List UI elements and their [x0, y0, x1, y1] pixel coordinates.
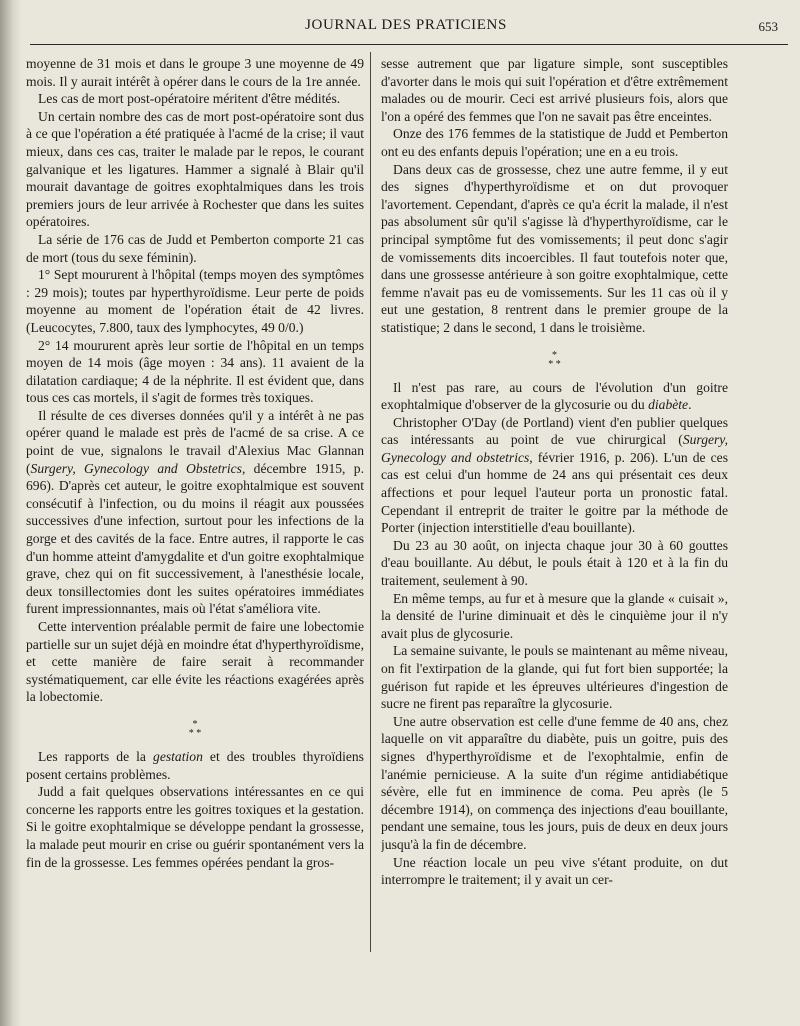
separator-star: * *: [548, 358, 561, 370]
paragraph: Une autre observation est celle d'une femme de 40 ans, chez laquelle on vit apparaître du diabète, puis un goitre, puis des signes d'hyperthyroïdisme et de l'exophtalmie, enfin de l'anémie pernicieuse. A la suite d'un régime antidiabétique sévère, elle fut en imminence de coma. Peu après (le 5 décembre 1914), on commença des injections d'eau bouillante, pendant une semaine, tous les jours, puis de deux en deux jours jusqu'à la fin de décembre.: [381, 713, 728, 852]
paragraph: 2° 14 moururent après leur sortie de l'hôpital en un temps moyen de 14 mois (âge moyen : 34 ans). 11 avaient de la dilatation cardiaque; 4 de la néphrite. Il est évident que, dans tous ces cas mortels, il s'agit de formes très toxiques.: [26, 337, 364, 406]
section-separator: [26, 720, 364, 738]
page-number: 653: [758, 19, 778, 34]
paragraph: 1° Sept moururent à l'hôpital (temps moyen des symptômes : 29 mois); toutes par hyperthyroïdisme. Leur perte de poids moyenne au moment de l'opération était de 42 livres. (Leucocytes, 7.800, taux des lymphocytes, 49 0/0.): [26, 267, 364, 335]
text-run: et des troubles thyroïdiens posent certains problèmes.: [26, 748, 364, 782]
separator-star: * *: [188, 727, 202, 739]
page-binding-edge: [0, 0, 22, 1026]
left-column: [26, 55, 364, 955]
paragraph: [26, 407, 364, 618]
paragraph: Un certain nombre des cas de mort post-opératoire sont dus à ce que l'opération a été pratiquée à l'acmé de la crise; il vaut mieux, dans ces cas, traiter le malade par le repos, le courant galvanique et les ligatures. Hammer a signalé à Blair qu'il mourait davantage de goitres exophtalmiques dans les trois premiers jours de leur arrivée à Rochester que dans les suites opératoires.: [26, 108, 364, 230]
paragraph: [381, 379, 728, 414]
paragraph: sesse autrement que par ligature simple, sont susceptibles d'avorter dans le mois qui suit l'opération et d'être extrêmement malades ou de mourir. Ceci est arrivé plusieurs fois, alors que l'on a opéré des femmes que l'on ne savait pas être enceintes.: [381, 56, 728, 124]
paragraph: En même temps, au fur et à mesure que la glande « cuisait », la densité de l'urine diminuait et dès le cinquième jour il n'y avait plus de glycosurie.: [381, 590, 728, 641]
paragraph: La série de 176 cas de Judd et Pemberton comporte 21 cas de mort (tous du sexe féminin).: [26, 231, 364, 265]
separator-star: *: [192, 718, 198, 730]
paragraph: [381, 414, 728, 537]
header-rule: [30, 44, 788, 45]
paragraph: Cette intervention préalable permit de faire une lobectomie partielle sur un sujet déjà en moindre état d'hyperthyroïdisme, et cette manière de faire serait à recommander systématiquement, car elle évite les réactions exagérées après la lobectomie.: [26, 619, 364, 705]
right-column: [381, 55, 728, 955]
emphasis: gestation: [153, 748, 203, 764]
paragraph: [26, 748, 364, 783]
text-run: Les rapports de la: [38, 748, 154, 764]
column-divider: [370, 52, 371, 952]
running-header: [30, 14, 782, 42]
emphasis: diabète: [648, 397, 689, 413]
text-run: , décembre 1915, p. 696). D'après cet auteur, le goitre exophtalmique est souvent consécutif à l'infection, ou du moins il réagit aux poussées successives d'une infection, surtout pour les infections de la gorge et des cavités de la face. Entre autres, il rapporte le cas d'un homme atteint d'amygdalite et d'un goitre exophtalmique grave, chez qui on fit successivement, à l'anesthésie locale, deux tonsillectomies dont les suites opératoires immédiates furent impressionnantes, mais où l'état s'améliora vite.: [26, 460, 364, 617]
separator-star: *: [552, 349, 557, 361]
section-separator: [381, 351, 728, 369]
paragraph: La semaine suivante, le pouls se maintenant au même niveau, on fit l'extirpation de la glande, qui fut fort bien supportée; la guérison fut rapide et les épreuves ultérieures d'ingestion de sucre ne firent pas reparaître la glycosurie.: [381, 643, 728, 712]
paragraph: Dans deux cas de grossesse, chez une autre femme, il y eut des signes d'hyperthyroïdisme et on dut provoquer l'avortement. Cependant, d'après ce qu'a écrit la malade, il n'est pas absolument sûr qu'il s'agisse là d'hyperthyroïdisme, car le principal symptôme fut des vomissements; il peut donc s'agir de vomissements dits incoercibles. Il faut toutefois noter que, dans une grossesse antérieure à son goitre exophtalmique, cette femme n'avait pas eu de vomissements. Sur les 11 cas où il y eut une gestation, 8 rentrent dans le premier groupe de la statistique; 2 dans le second, 1 dans le troisième.: [381, 161, 728, 335]
paragraph: Une réaction locale un peu vive s'étant produite, on dut interrompre le traitement; il y avait un cer-: [381, 854, 728, 888]
journal-title: JOURNAL DES PRATICIENS: [305, 17, 507, 33]
citation: Surgery, Gynecology and obstetrics: [381, 432, 728, 465]
paragraph: Les cas de mort post-opératoire méritent d'être médités.: [38, 91, 341, 107]
paragraph: moyenne de 31 mois et dans le groupe 3 une moyenne de 49 mois. Il y aurait intérêt à opérer dans le cours de la 1re année.: [26, 56, 364, 89]
text-run: .: [688, 397, 692, 413]
text-run: Il résulte de ces diverses données qu'il y a intérêt à ne pas opérer quand le malade est près de l'acmé de sa crise. A ce point de vue, signalons le travail d'Alexius Mac Glannan (: [26, 407, 364, 476]
citation: Surgery, Gynecology and Obstetrics: [30, 460, 242, 476]
text-run: , février 1916, p. 206). L'un de ces cas est celui d'un homme de 24 ans qui présentait ces deux affections et pour lequel l'auteur porta un pronostic fatal. Cependant il entreprit de traiter le goitre par la méthode de Porter (injection interstitielle d'eau bouillante).: [381, 449, 728, 536]
paragraph: Onze des 176 femmes de la statistique de Judd et Pemberton ont eu des enfants depuis l'opération; une en a eu trois.: [381, 126, 728, 159]
text-run: Il n'est pas rare, au cours de l'évolution d'un goitre exophtalmique d'observer de la glycosurie ou du: [381, 379, 728, 413]
paragraph: Judd a fait quelques observations intéressantes en ce qui concerne les rapports entre les goitres toxiques et la gestation. Si le goitre exophtalmique se développe pendant la grossesse, la malade peut mourir en crise ou guérir spontanément vers la fin de la grossesse. Les femmes opérées pendant la gros-: [26, 784, 364, 870]
paragraph: Du 23 au 30 août, on injecta chaque jour 30 à 60 gouttes d'eau bouillante. Au début, le pouls était à 120 et à la fin du traitement, seulement à 90.: [381, 537, 728, 589]
text-run: Christopher O'Day (de Portland) vient d'en publier quelques cas intéressants au point de vue chirurgical (: [381, 414, 728, 448]
